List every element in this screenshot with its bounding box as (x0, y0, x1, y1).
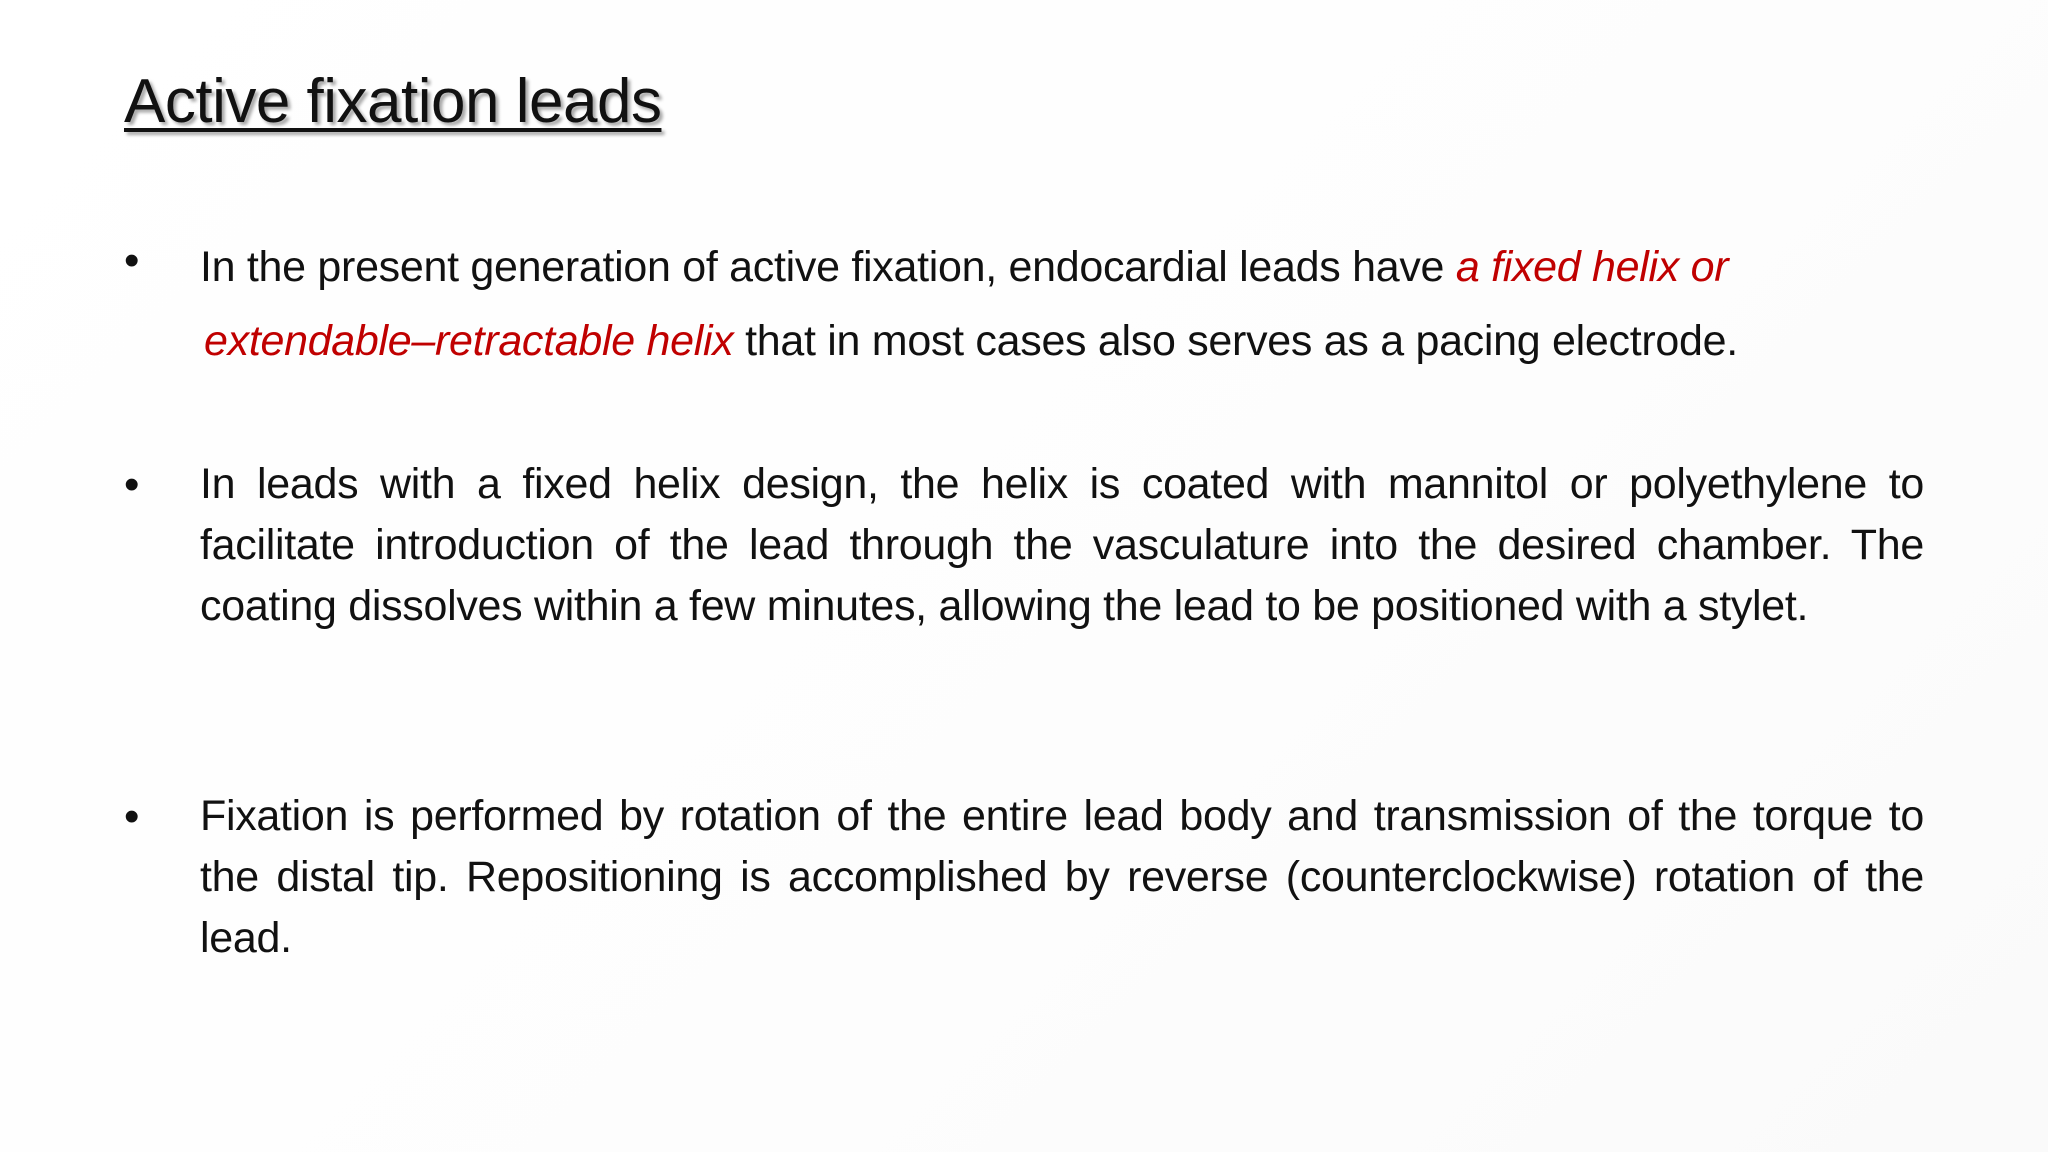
bullet-text (200, 230, 1980, 378)
bullet-line-2 (200, 304, 1980, 378)
bullet-icon: • (124, 792, 140, 841)
bullet-text: Fixation is performed by rotation of the entire lead body and transmission of the torque to the distal tip. Repositioning is accomplished by reverse (counterclockwise) rotation of the lead. (200, 792, 1924, 962)
bullet-text: In leads with a fixed helix design, the helix is coated with mannitol or polyethylene to facilitate introduction of the lead through the vasculature into the desired chamber. The coating dissolves within a few minutes, allowing the lead to be positioned with a stylet. (200, 460, 1924, 630)
bullet-icon: • (124, 460, 140, 509)
emphasis-text: extendable–retractable helix (204, 317, 734, 365)
bullet-icon: • (124, 236, 140, 285)
bullet-text-before: In the present generation of active fixation, endocardial leads have (200, 243, 1456, 291)
emphasis-text: a fixed helix or (1455, 243, 1729, 291)
bullet-text-after: that in most cases also serves as a pacing electrode. (733, 317, 1738, 365)
slide-title: Active fixation leads (124, 67, 662, 136)
